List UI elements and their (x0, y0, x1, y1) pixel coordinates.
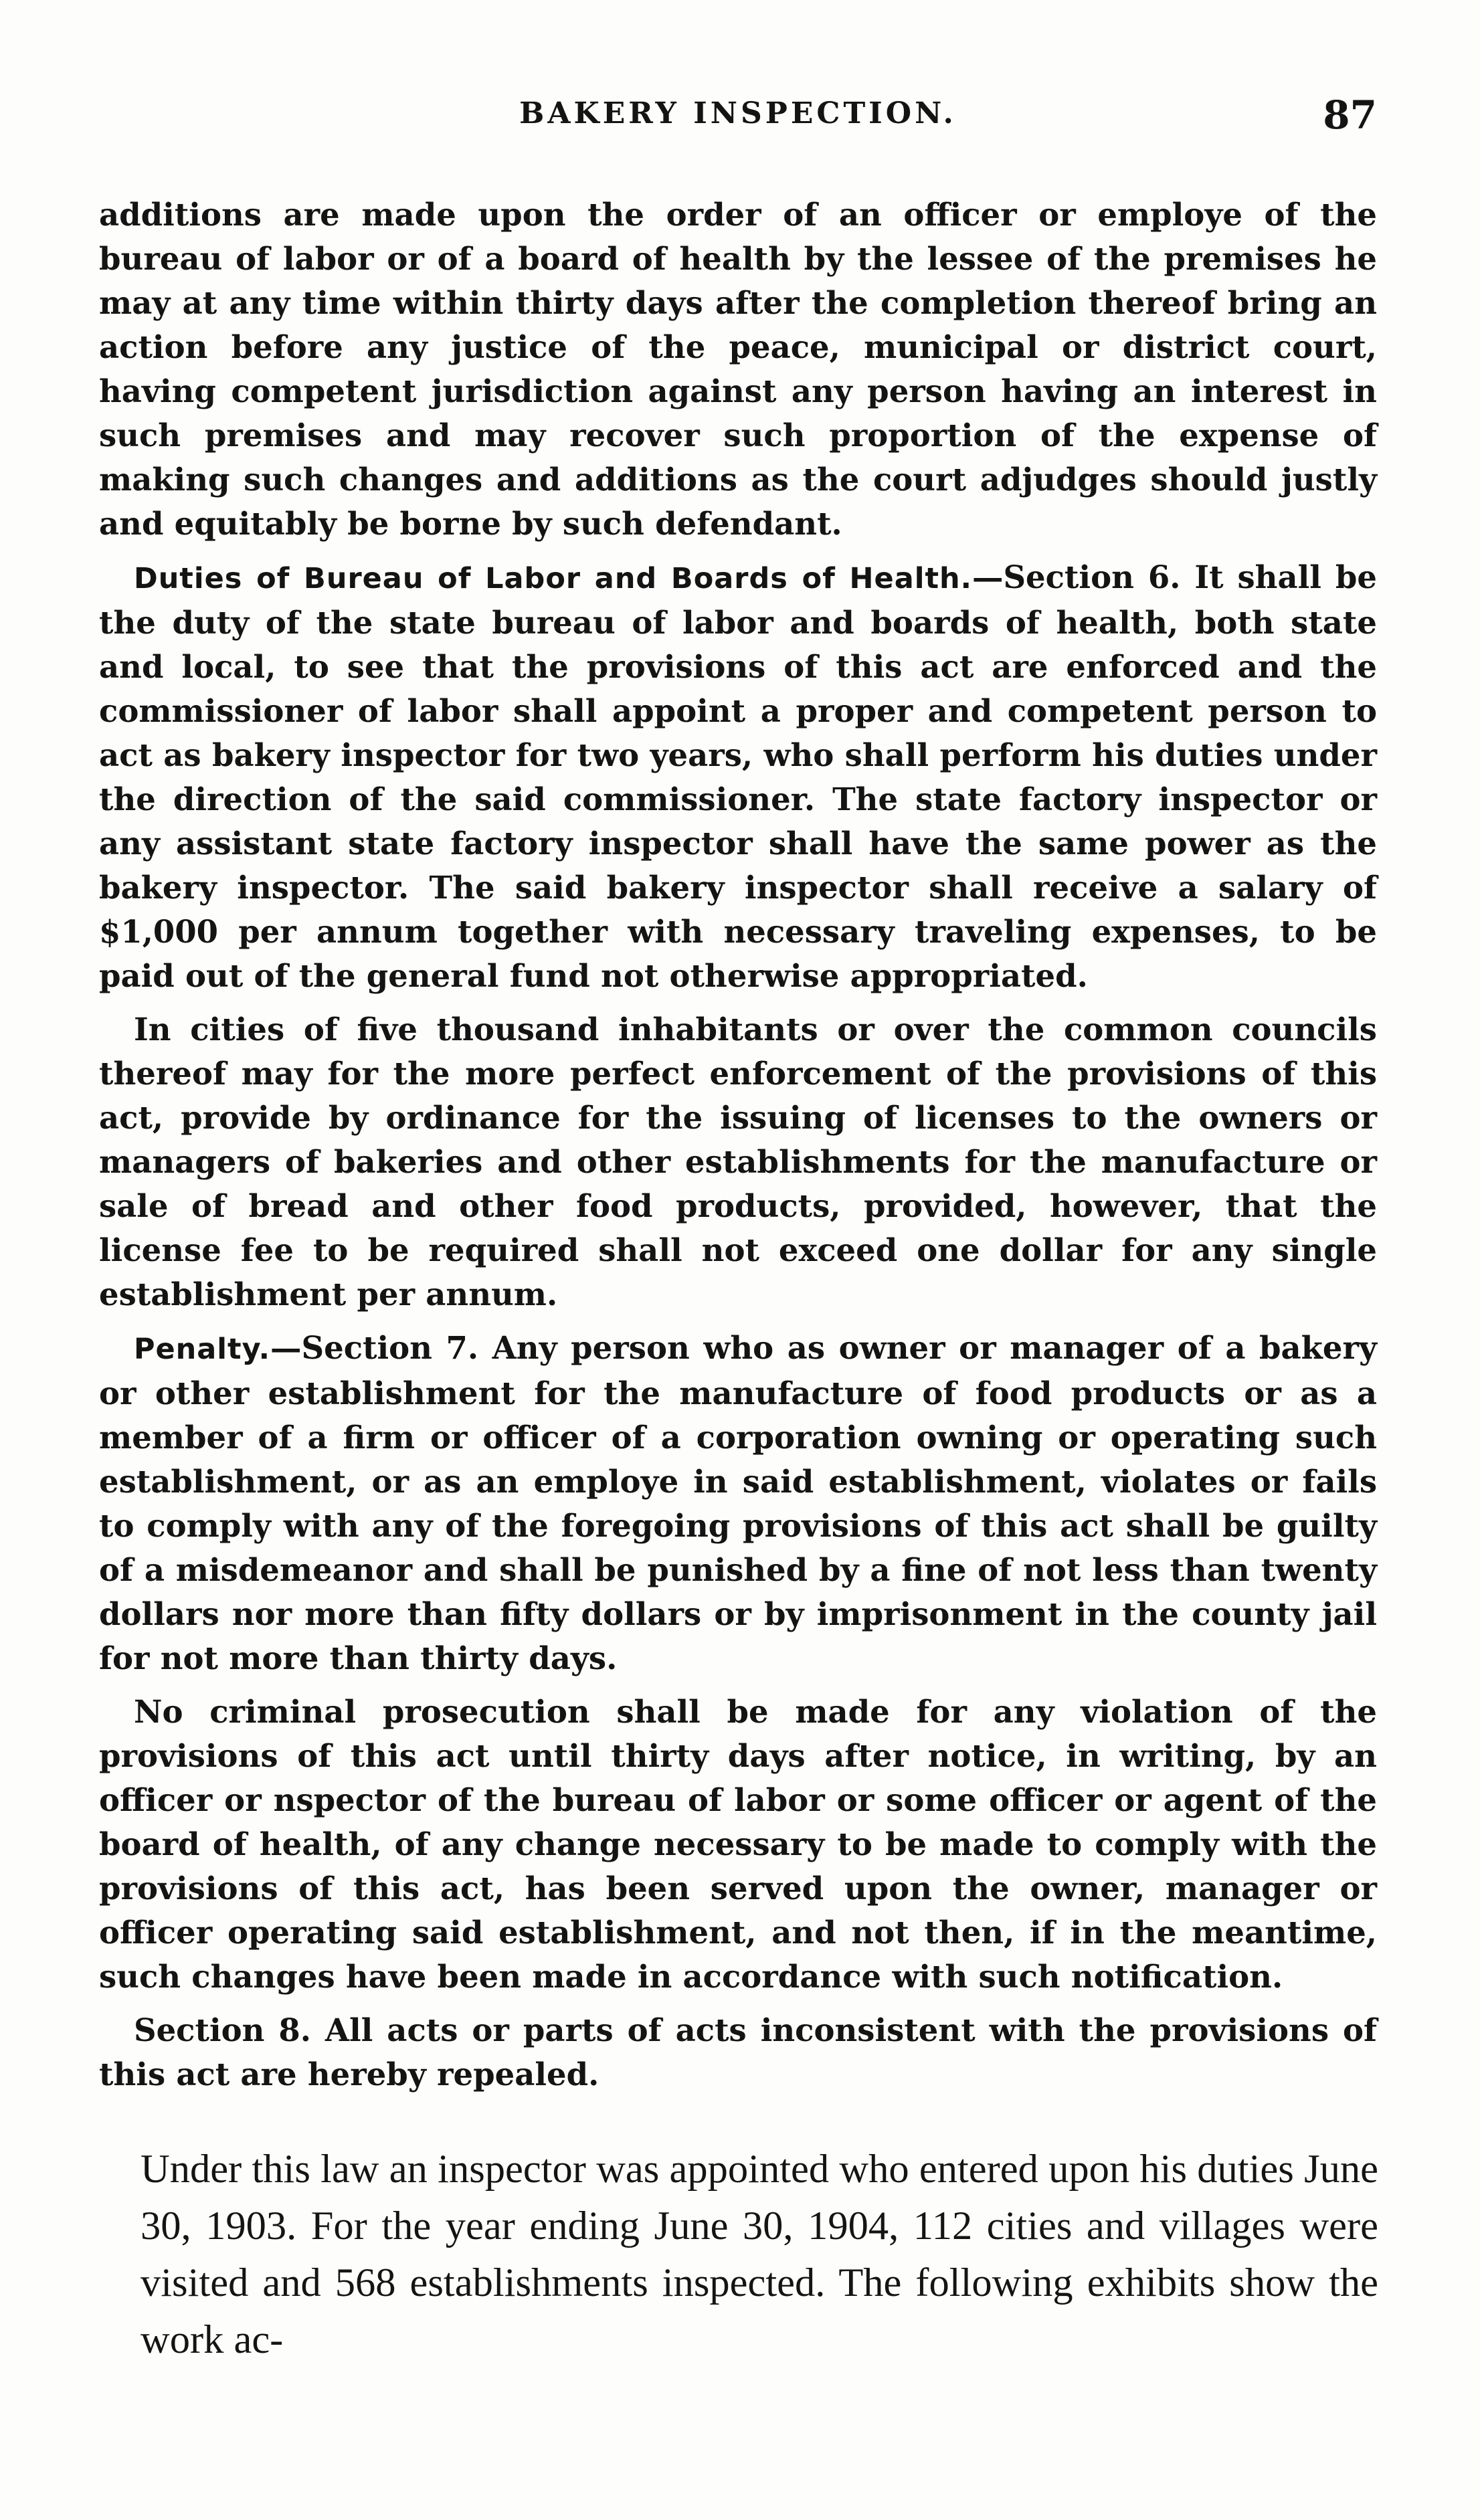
licensing-paragraph: In cities of five thousand inhabitants or over the common councils thereof may for the more perfect enforcement of the provisions of this act, provide by ordinance for the issuing of licenses to the owners or managers of bakeries and other establishments for the manufacture or sale of bread and other food products, provided, however, that the license fee to be required shall not exceed one dollar for any single establishment per annum. (99, 1011, 1377, 1313)
commentary-paragraph: Under this law an inspector was appointed who entered upon his duties June 30, 1903. For the year ending June 30, 1904, 112 cities and villages were visited and 568 establishments inspected. The following exhibits show the work ac- (141, 2147, 1378, 2362)
commentary-text (141, 2141, 1378, 2368)
page-header (99, 92, 1377, 139)
section-7-heading: Penalty. (134, 1333, 271, 1366)
prosecution-paragraph: No criminal prosecution shall be made for any violation of the provisions of this act until thirty days after notice, in writing, by an officer or nspector of the bureau of labor or some officer or agent of the board of health, of any change necessary to be made to comply with the provisions of this act, has been served upon the owner, manager or officer operating said establishment, and not then, if in the meantime, such changes have been made in accordance with such notification. (99, 1693, 1377, 1995)
section-7-paragraph (99, 1326, 1377, 1680)
section-6-heading: Duties of Bureau of Labor and Boards of Health. (134, 562, 972, 595)
section-7-text: —Section 7. Any person who as owner or manager of a bakery or other establishment for the manufacture of food products or as a member of a firm or officer of a corporation owning or operating such establishment, or as an employe in said establishment, violates or fails to comply with any of the foregoing provisions of this act shall be guilty of a misdemeanor and shall be punished by a fine of not less than twenty dollars nor more than fifty dollars or by imprisonment in the county jail for not more than thirty days. (99, 1329, 1377, 1676)
section-8-paragraph: Section 8. All acts or parts of acts inconsistent with the provisions of this act are hereby repealed. (99, 2012, 1377, 2093)
page-number: 87 (1323, 92, 1377, 138)
section-6-paragraph (99, 555, 1377, 998)
statute-text (99, 193, 1377, 2106)
running-title: BAKERY INSPECTION. (519, 96, 957, 130)
statute-paragraph-continuation: additions are made upon the order of an officer or employe of the bureau of labor or of a board of health by the lessee of the premises he may at any time within thirty days after the completion thereof bring an action before any justice of the peace, municipal or district court, having competent jurisdiction against any person having an interest in such premises and may recover such proportion of the expense of making such changes and additions as the court adjudges should justly and equitably be borne by such defendant. (99, 196, 1377, 542)
section-6-text: —Section 6. It shall be the duty of the state bureau of labor and boards of health, both state and local, to see that the provisions of this act are enforced and the commissioner of labor shall appoint a proper and competent person to act as bakery inspector for two years, who shall perform his duties under the direction of the said commissioner. The state factory inspector or any assistant state factory inspector shall have the same power as the bakery inspector. The said bakery inspector shall receive a salary of $1,000 per annum together with necessary traveling expenses, to be paid out of the general fund not otherwise appropriated. (99, 559, 1377, 994)
